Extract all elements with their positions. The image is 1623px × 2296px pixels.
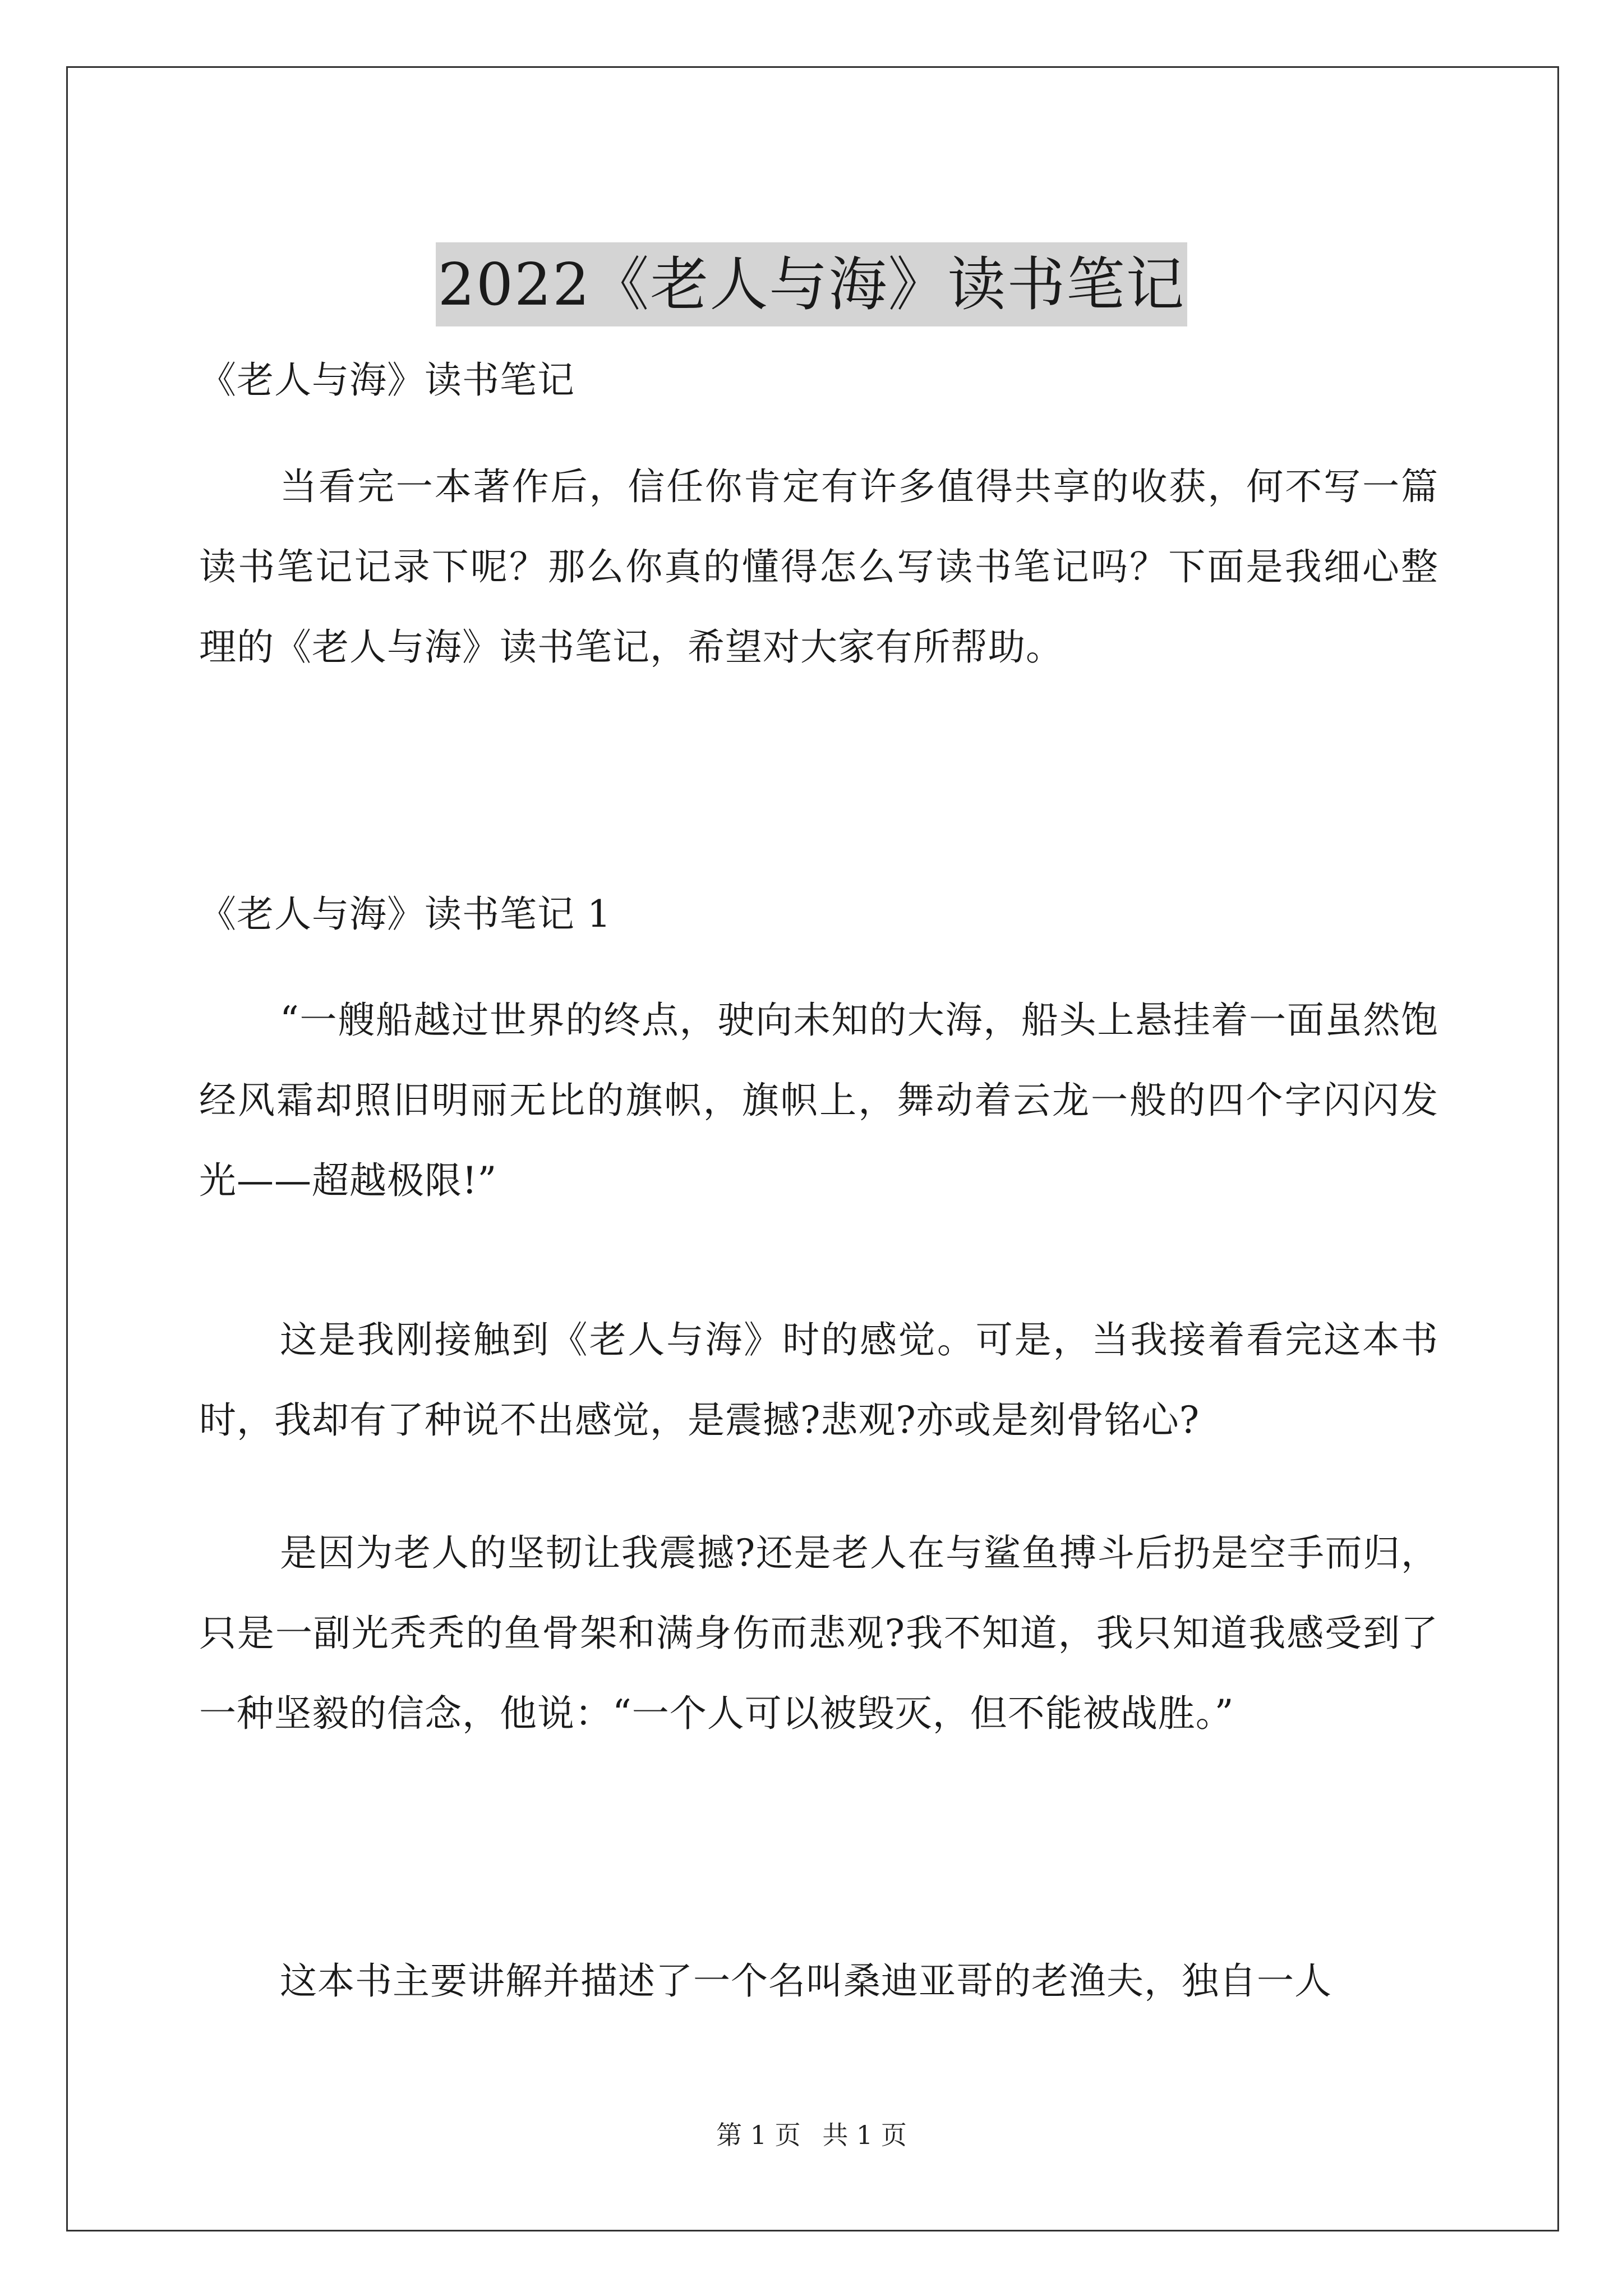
- body-paragraph: 这是我刚接触到《老人与海》时的感觉。可是，当我接着看完这本书时，我却有了种说不出感觉，是震撼?悲观?亦或是刻骨铭心?: [199, 1318, 1438, 1442]
- page-number: 第 1 页: [716, 2120, 801, 2150]
- body-paragraph: 这本书主要讲解并描述了一个名叫桑迪亚哥的老渔夫，独自一人: [280, 1959, 1332, 2003]
- page-total: 共 1 页: [822, 2120, 907, 2150]
- page-footer: [0, 2118, 1623, 2152]
- document-title: 2022《老人与海》读书笔记: [436, 242, 1188, 326]
- body-paragraph: “一艘船越过世界的终点，驶向未知的大海，船头上悬挂着一面虽然饱经风霜却照旧明丽无比的旗帜，旗帜上，舞动着云龙一般的四个字闪闪发光——超越极限!”: [199, 999, 1438, 1202]
- section-heading: 《老人与海》读书笔记 1: [199, 892, 611, 936]
- subtitle: 《老人与海》读书笔记: [199, 358, 575, 402]
- intro-paragraph: 当看完一本著作后，信任你肯定有许多值得共享的收获，何不写一篇读书笔记记录下呢？那么你真的懂得怎么写读书笔记吗？下面是我细心整理的《老人与海》读书笔记，希望对大家有所帮助。: [199, 465, 1438, 669]
- body-paragraph: 是因为老人的坚韧让我震撼?还是老人在与鲨鱼搏斗后扔是空手而归，只是一副光秃秃的鱼骨架和满身伤而悲观?我不知道，我只知道我感受到了一种坚毅的信念，他说：“一个人可以被毁灭，但不能被战胜。”: [199, 1531, 1438, 1735]
